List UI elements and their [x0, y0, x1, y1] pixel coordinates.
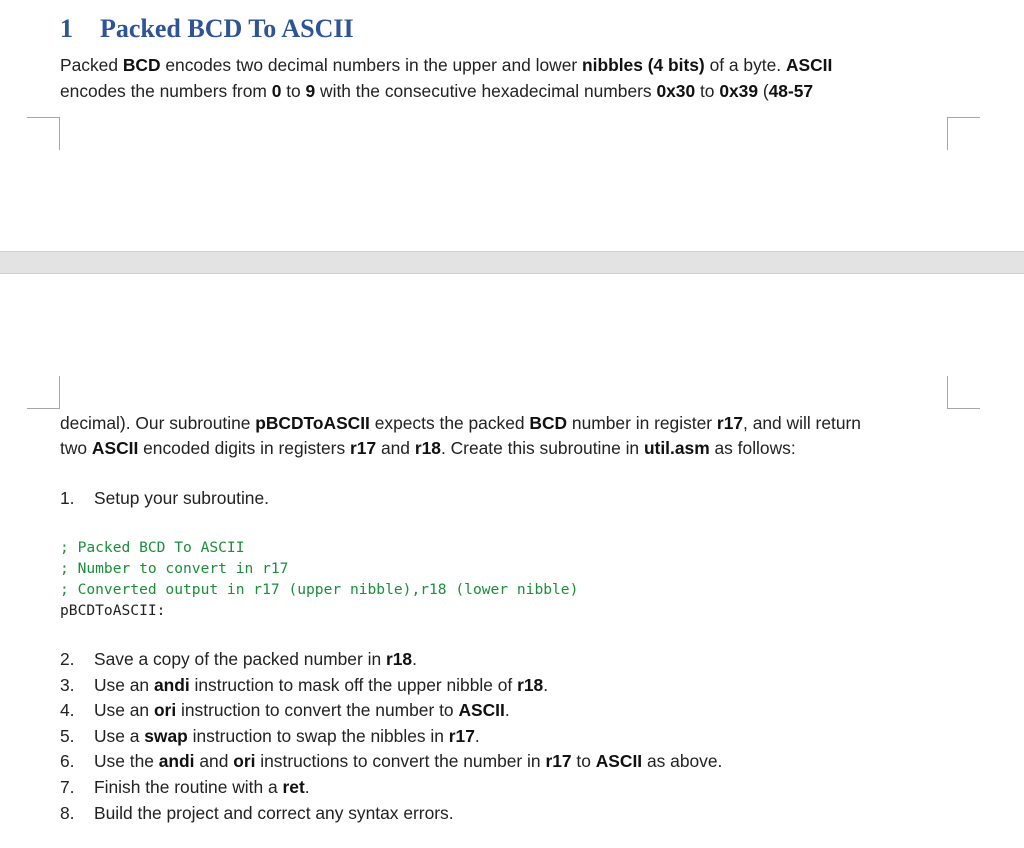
- bold-term: r18: [517, 674, 544, 695]
- text-run: instruction to swap the nibbles in: [187, 725, 449, 746]
- code-block: [60, 537, 578, 621]
- step-number: 3.: [60, 674, 75, 695]
- text-run: Finish the routine with a: [94, 777, 283, 797]
- step-text: [94, 803, 454, 823]
- text-run: Use an: [94, 674, 154, 695]
- text-run: two: [60, 438, 92, 458]
- text-run: Use a: [94, 725, 145, 746]
- bold-term: 48-57: [768, 81, 814, 101]
- page-corner-mark: [27, 117, 60, 150]
- step-text: [94, 649, 417, 669]
- code-label-line: pBCDToASCII:: [60, 602, 166, 619]
- bold-term: r17: [716, 413, 744, 433]
- step-item: [60, 647, 417, 673]
- bold-term: r18: [385, 649, 413, 669]
- bold-term: util.asm: [643, 438, 710, 458]
- step-item: [60, 698, 510, 724]
- text-run: .: [304, 777, 310, 797]
- bold-term: BCD: [122, 55, 161, 75]
- intro-line-1: [60, 52, 832, 78]
- section-number: 1: [60, 14, 73, 43]
- bold-term: r17: [350, 438, 377, 458]
- text-run: .: [543, 674, 549, 695]
- bold-term: andi: [158, 751, 195, 772]
- bold-term: ASCII: [595, 751, 643, 772]
- step-number: 4.: [60, 700, 75, 721]
- text-run: .: [504, 700, 510, 721]
- bold-term: nibbles (4 bits): [582, 55, 705, 75]
- text-run: Use an: [94, 700, 154, 721]
- text-run: Build the project and correct any syntax errors.: [94, 802, 454, 823]
- text-run: with the consecutive hexadecimal numbers: [315, 81, 657, 101]
- text-run: (: [758, 81, 769, 101]
- step-number: 2.: [60, 649, 75, 669]
- bold-term: r17: [545, 751, 572, 772]
- text-run: instruction to mask off the upper nibble of: [189, 674, 518, 695]
- text-run: encodes two decimal numbers in the upper and lower: [160, 55, 583, 75]
- bold-term: BCD: [529, 413, 568, 433]
- step-text: [94, 675, 548, 695]
- text-run: to: [571, 751, 596, 772]
- step-item: [60, 749, 722, 775]
- bold-term: ASCII: [91, 438, 139, 458]
- text-run: encoded digits in registers: [138, 438, 350, 458]
- text-run: Use the: [94, 751, 159, 772]
- section-title: Packed BCD To ASCII: [100, 14, 354, 43]
- step-number: 6.: [60, 751, 75, 772]
- page-corner-mark: [947, 376, 980, 409]
- step-text: [94, 726, 480, 746]
- intro-line-2: [60, 78, 813, 104]
- step-number: 1.: [60, 488, 75, 508]
- text-run: as above.: [642, 751, 723, 772]
- text-run: . Create this subroutine in: [440, 438, 644, 458]
- text-run: decimal). Our subroutine: [60, 413, 256, 433]
- text-run: .: [412, 649, 417, 669]
- text-run: instructions to convert the number in: [255, 751, 546, 772]
- text-run: and: [194, 751, 234, 772]
- text-run: expects the packed: [369, 413, 530, 433]
- text-run: to: [695, 81, 720, 101]
- bold-term: ASCII: [785, 55, 833, 75]
- code-comment-line: ; Converted output in r17 (upper nibble),r18 (lower nibble): [60, 581, 579, 598]
- step-text: [94, 751, 722, 771]
- step-item: [60, 775, 310, 801]
- step-item: [60, 486, 269, 512]
- bold-term: ori: [233, 751, 256, 772]
- bold-term: andi: [153, 674, 190, 695]
- bold-term: ret: [282, 777, 305, 797]
- text-run: , and will return: [743, 413, 861, 433]
- step-number: 5.: [60, 725, 75, 746]
- page-corner-mark: [27, 376, 60, 409]
- step-item: [60, 801, 454, 827]
- text-run: Setup your subroutine.: [94, 488, 269, 508]
- page-corner-mark: [947, 117, 980, 150]
- step-item: [60, 724, 480, 750]
- step-text: [94, 488, 269, 508]
- bold-term: ori: [153, 700, 177, 721]
- text-run: encodes the numbers from: [60, 81, 272, 101]
- step-text: [94, 700, 510, 720]
- text-run: number in register: [567, 413, 717, 433]
- page-break: [0, 251, 1024, 274]
- bold-term: swap: [144, 725, 188, 746]
- bold-term: pBCDToASCII: [255, 413, 370, 433]
- continuation-line-1: [60, 410, 861, 436]
- text-run: instruction to convert the number to: [176, 700, 459, 721]
- text-run: of a byte.: [704, 55, 786, 75]
- step-item: [60, 673, 548, 699]
- text-run: Save a copy of the packed number in: [94, 649, 386, 669]
- bold-term: 0: [271, 81, 282, 101]
- bold-term: 9: [305, 81, 316, 101]
- step-text: [94, 777, 310, 797]
- text-run: as follows:: [709, 438, 796, 458]
- text-run: and: [376, 438, 415, 458]
- text-run: Packed: [60, 55, 123, 75]
- step-number: 8.: [60, 802, 75, 823]
- continuation-line-2: [60, 435, 796, 461]
- bold-term: r17: [448, 725, 475, 746]
- code-comment-line: ; Number to convert in r17: [60, 560, 289, 577]
- text-run: to: [281, 81, 306, 101]
- text-run: .: [474, 725, 480, 746]
- step-number: 7.: [60, 777, 75, 797]
- bold-term: 0x39: [719, 81, 758, 101]
- code-comment-line: ; Packed BCD To ASCII: [60, 539, 245, 556]
- bold-term: r18: [414, 438, 441, 458]
- bold-term: 0x30: [656, 81, 696, 101]
- bold-term: ASCII: [458, 700, 505, 721]
- section-heading: [60, 14, 354, 44]
